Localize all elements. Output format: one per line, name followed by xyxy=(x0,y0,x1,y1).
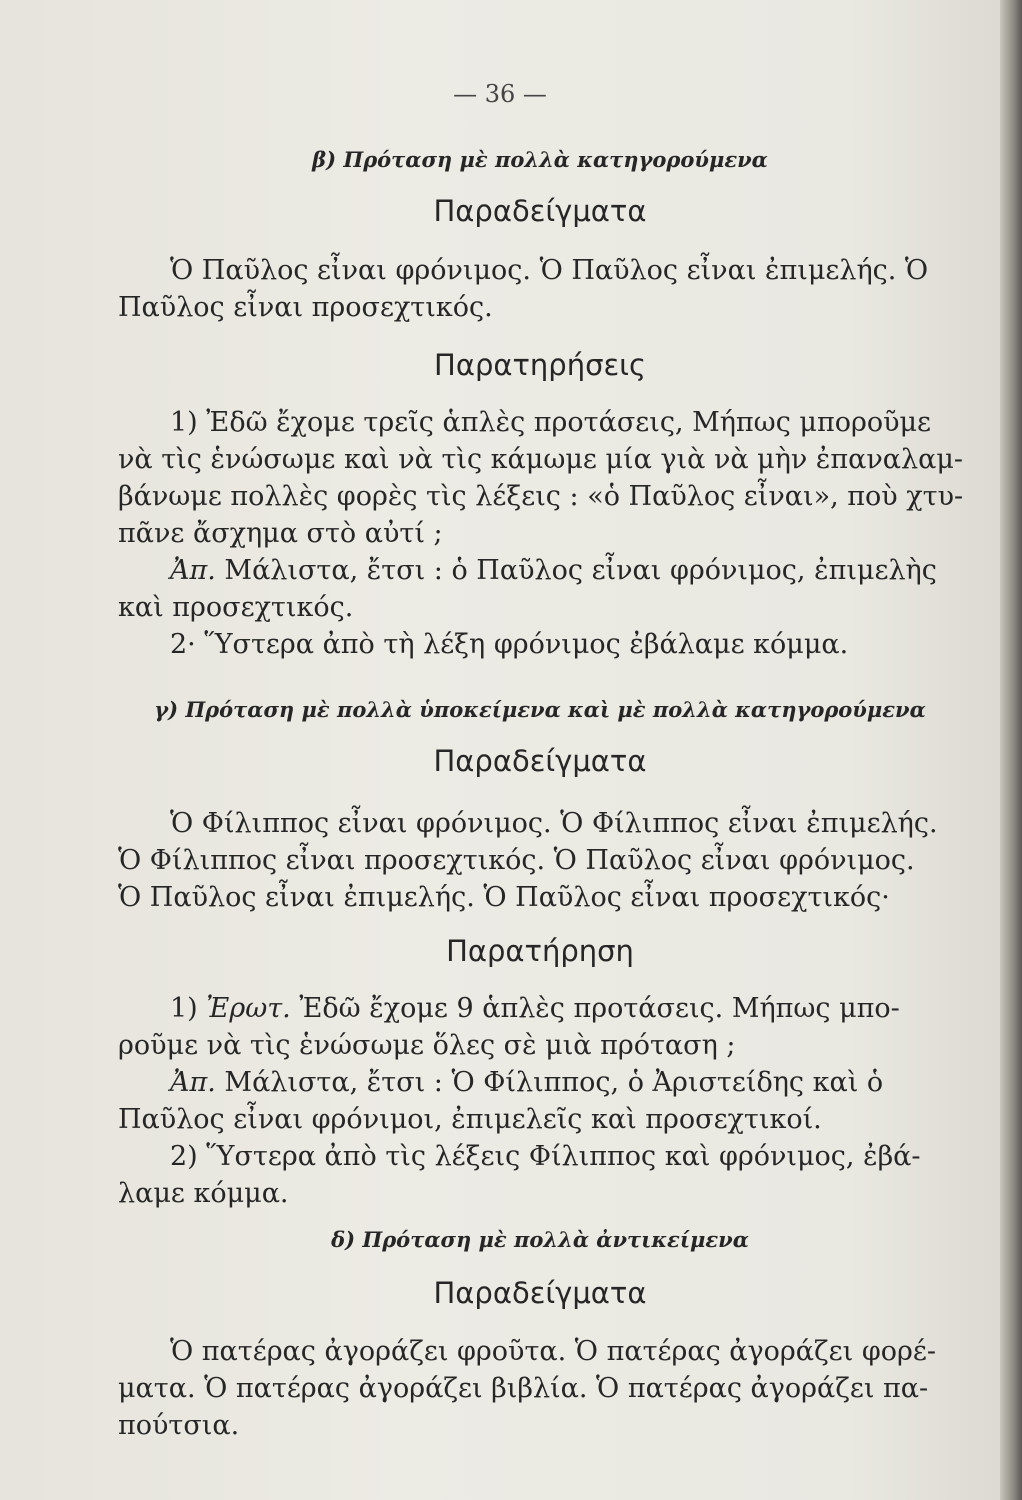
text-line: Ὁ Φίλιππος εἶναι προσεχτικός. Ὁ Παῦλος εἶναι φρόνιμος. xyxy=(118,845,915,876)
text-line: Παῦλος εἶναι φρόνιμοι, ἐπιμελεῖς καὶ προσεχτικοί. xyxy=(118,1104,822,1135)
text-line: καὶ προσεχτικός. xyxy=(118,592,354,623)
paragraph-beta-remark-1 xyxy=(118,404,982,663)
heading-examples-1: Παραδείγματα xyxy=(433,194,647,228)
text-line xyxy=(118,1064,982,1101)
text-line: Ὁ πατέρας ἀγοράζει φροῦτα. Ὁ πατέρας ἀγοράζει φορέ- xyxy=(170,1336,936,1367)
answer-text: Μάλιστα, ἔτσι : ὁ Παῦλος εἶναι φρόνιμος, ἐπιμελὴς xyxy=(224,555,937,586)
text-line: βάνωμε πολλὲς φορὲς τὶς λέξεις : «ὁ Παῦλος εἶναι», ποὺ χτυ- xyxy=(118,481,964,512)
text-line: νὰ τὶς ἑνώσωμε καὶ νὰ τὶς κάμωμε μία γιὰ νὰ μὴν ἐπαναλαμ- xyxy=(118,444,964,475)
book-spine-edge xyxy=(1000,0,1022,1500)
text-line: Ὁ Φίλιππος εἶναι φρόνιμος. Ὁ Φίλιππος εἶναι ἐπιμελής. xyxy=(170,808,938,839)
heading-remark-2: Παρατήρηση xyxy=(446,934,634,968)
text-line: 2· Ὕστερα ἀπὸ τὴ λέξη φρόνιμος ἐβάλαμε κόμμα. xyxy=(170,629,849,660)
answer-label: Ἀπ. xyxy=(170,1067,216,1098)
question-label: Ἐρωτ. xyxy=(206,993,291,1024)
section-title-beta: β) Πρόταση μὲ πολλὰ κατηγορούμενα xyxy=(312,147,768,172)
answer-label: Ἀπ. xyxy=(170,555,216,586)
text-line: ροῦμε νὰ τὶς ἑνώσωμε ὅλες σὲ μιὰ πρόταση ; xyxy=(118,1030,736,1061)
text-line xyxy=(118,552,982,589)
text-line: Ὁ Παῦλος εἶναι ἐπιμελής. Ὁ Παῦλος εἶναι προσεχτικός· xyxy=(118,882,890,913)
text-line: λαμε κόμμα. xyxy=(118,1178,289,1209)
text-line: πούτσια. xyxy=(118,1410,240,1441)
text-line: ματα. Ὁ πατέρας ἀγοράζει βιβλία. Ὁ πατέρας ἀγοράζει πα- xyxy=(118,1373,929,1404)
answer-text: Μάλιστα, ἔτσι : Ὁ Φίλιππος, ὁ Ἀριστείδης καὶ ὁ xyxy=(224,1067,884,1098)
section-title-gamma: γ) Πρόταση μὲ πολλὰ ὑποκείμενα καὶ μὲ πολλὰ κατηγορούμενα xyxy=(154,697,926,722)
text-line: 1) Ἐδῶ ἔχομε τρεῖς ἁπλὲς προτάσεις, Μήπως μποροῦμε xyxy=(170,407,932,438)
heading-examples-2: Παραδείγματα xyxy=(433,744,647,778)
text-line: 1) Ἐρωτ. Ἐδῶ ἔχομε 9 ἁπλὲς προτάσεις. Μήπως μπο- xyxy=(170,993,900,1024)
text-line: Παῦλος εἶναι προσεχτικός. xyxy=(118,292,493,323)
text-line: Ὁ Παῦλος εἶναι φρόνιμος. Ὁ Παῦλος εἶναι ἐπιμελής. Ὁ xyxy=(170,255,929,286)
paragraph-beta-examples xyxy=(118,252,982,326)
heading-examples-3: Παραδείγματα xyxy=(433,1276,647,1310)
paragraph-delta-examples xyxy=(118,1333,982,1444)
heading-remarks-1: Παρατηρήσεις xyxy=(434,348,646,382)
question-text: Ἐδῶ ἔχομε 9 ἁπλὲς προτάσεις. Μήπως μπο- xyxy=(299,993,900,1024)
paragraph-gamma-remarks xyxy=(118,990,982,1212)
page-number: — 36 — xyxy=(453,80,547,108)
text-line: πᾶνε ἄσχημα στὸ αὐτί ; xyxy=(118,518,443,549)
text-line: 2) Ὕστερα ἀπὸ τὶς λέξεις Φίλιππος καὶ φρόνιμος, ἐβά- xyxy=(170,1141,921,1172)
section-title-delta: δ) Πρόταση μὲ πολλὰ ἀντικείμενα xyxy=(331,1227,749,1252)
paragraph-gamma-examples xyxy=(118,805,982,916)
